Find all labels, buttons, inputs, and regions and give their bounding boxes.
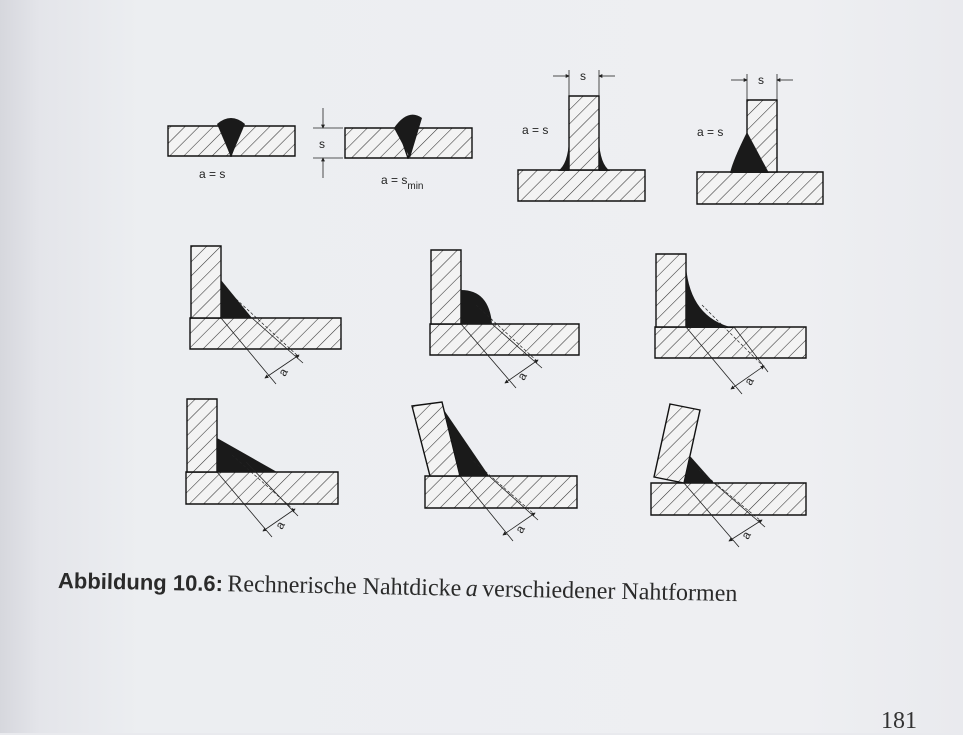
flat-fillet-weld-diagram bbox=[190, 246, 341, 384]
t-joint-hy-weld-diagram bbox=[697, 73, 823, 204]
butt-weld-v-diagram bbox=[168, 118, 295, 181]
weld-thickness-label: $a = s_{min}$ bbox=[381, 173, 424, 192]
unequal-leg-fillet-diagram bbox=[186, 399, 338, 537]
fillet-a-label: a bbox=[272, 518, 288, 532]
dimension-s-label: s bbox=[580, 69, 586, 83]
fillet-a-label: a bbox=[514, 369, 530, 383]
fillet-a-label: a bbox=[512, 522, 528, 536]
fillet-a-label: a bbox=[741, 374, 757, 388]
weld-thickness-label: a = s bbox=[199, 167, 226, 181]
t-joint-double-fillet-diagram bbox=[518, 69, 645, 201]
butt-weld-partial-diagram bbox=[313, 108, 472, 192]
obtuse-plate-fillet-diagram bbox=[651, 404, 806, 547]
concave-fillet-weld-diagram bbox=[655, 254, 806, 394]
weld-thickness-label: a = s bbox=[697, 125, 724, 139]
dimension-s-label: s bbox=[758, 73, 764, 87]
caption-label: Abbildung 10.6: bbox=[57, 568, 224, 597]
fillet-a-label: a bbox=[275, 365, 291, 379]
fillet-a-label: a bbox=[738, 528, 754, 542]
caption-variable: a bbox=[465, 575, 478, 603]
convex-fillet-weld-diagram bbox=[430, 250, 579, 388]
caption-text-after: verschiedener Nahtformen bbox=[481, 576, 738, 608]
inclined-plate-fillet-diagram bbox=[412, 402, 577, 541]
caption-text-before: Rechnerische Nahtdicke bbox=[227, 571, 462, 602]
dimension-s-label: s bbox=[319, 137, 325, 151]
page-number: 181 bbox=[881, 708, 917, 734]
weld-thickness-label: a = s bbox=[522, 123, 549, 137]
